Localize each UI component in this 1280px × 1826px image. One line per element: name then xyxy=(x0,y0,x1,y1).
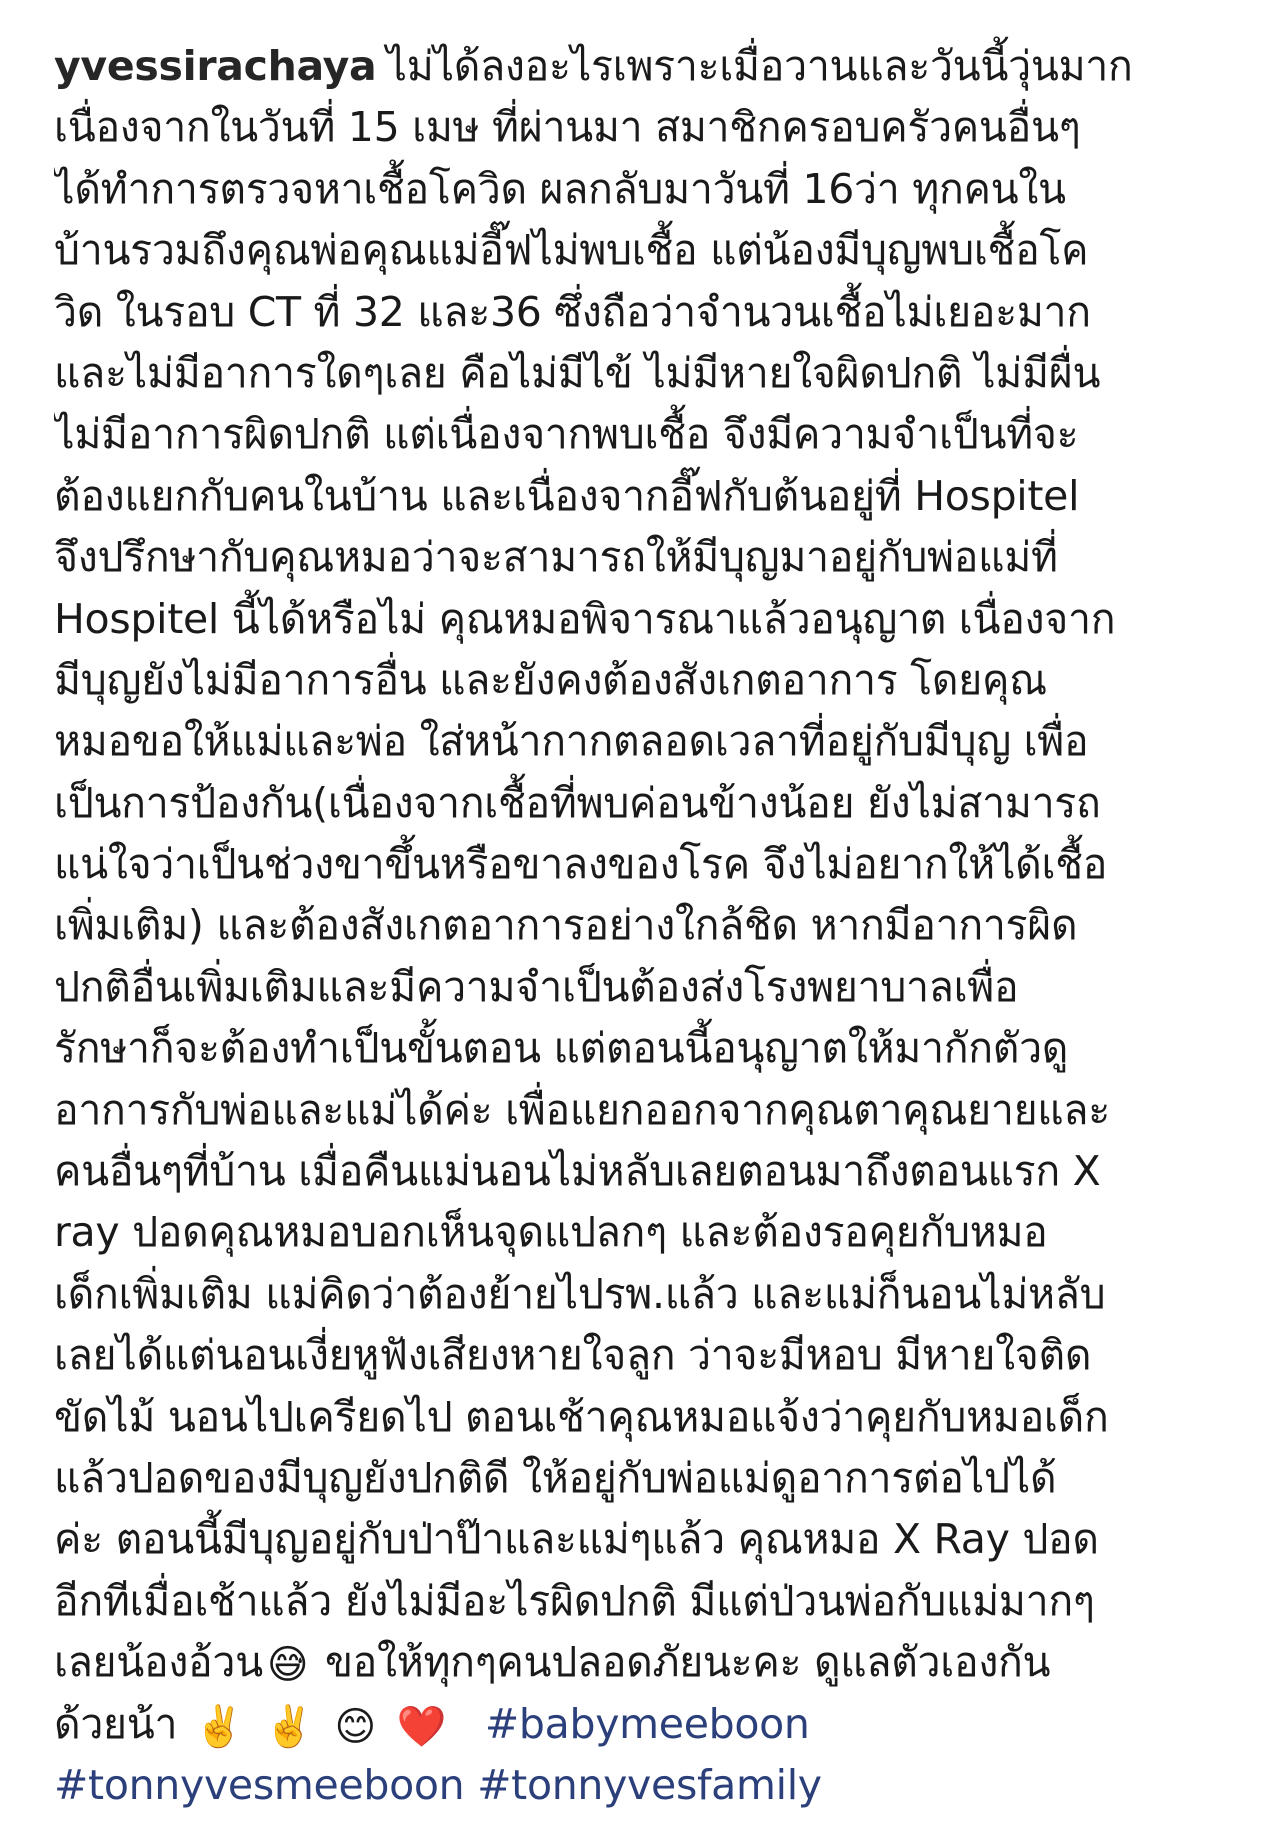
caption-text: ขอให้ทุกๆคนปลอดภัยนะคะ ดูแลตัวเองกัน xyxy=(312,1638,1051,1687)
red-heart-emoji-icon: ❤️ xyxy=(396,1703,447,1750)
caption-line-10: Hospitel นี้ได้หรือไม่ คุณหมอพิจารณาแล้วอนุญาต เนื่องจาก xyxy=(54,594,1116,643)
username-link[interactable]: yvessirachaya xyxy=(54,42,377,90)
caption-line-16: ปกติอื่นเพิ่มเติมและมีความจำเป็นต้องส่งโรงพยาบาลเพื่อ xyxy=(54,962,1019,1011)
caption-line-2: เนื่องจากในวันที่ 15 เมษ ที่ผ่านมา สมาชิกครอบครัวคนอื่นๆ xyxy=(54,103,1081,152)
caption-line-24: แล้วปอดของมีบุญยังปกติดี ให้อยู่กับพ่อแม่ดูอาการต่อไปได้ xyxy=(54,1453,1057,1502)
caption-line-14: แน่ใจว่าเป็นช่วงขาขึ้นหรือขาลงของโรค จึงไม่อยากให้ได้เชื้อ xyxy=(54,840,1108,889)
caption-line-23: ขัดไม้ นอนไปเครียดไป ตอนเช้าคุณหมอแจ้งว่าคุยกับหมอเด็ก xyxy=(54,1392,1109,1441)
smiling-face-emoji-icon: 😊 xyxy=(334,1703,376,1750)
caption-line-6: และไม่มีอาการใดๆเลย คือไม่มีไข้ ไม่มีหายใจผิดปกติ ไม่มีผื่น xyxy=(54,348,1101,397)
caption-line-21: เด็กเพิ่มเติม แม่คิดว่าต้องย้ายไปรพ.แล้ว และแม่ก็นอนไม่หลับ xyxy=(54,1269,1106,1318)
caption-line-28 xyxy=(54,1694,1240,1755)
caption-line-18: อาการกับพ่อและแม่ได้ค่ะ เพื่อแยกออกจากคุณตาคุณยายและ xyxy=(54,1085,1110,1134)
caption-line-4: บ้านรวมถึงคุณพ่อคุณแม่อี๊ฟไม่พบเชื้อ แต่น้องมีบุญพบเชื้อโค xyxy=(54,226,1089,275)
caption-line-15: เพิ่มเติม) และต้องสังเกตอาการอย่างใกล้ชิด หากมีอาการผิด xyxy=(54,901,1078,950)
caption-text: เลยน้องอ้วน xyxy=(54,1638,263,1687)
caption-line-19: คนอื่นๆที่บ้าน เมื่อคืนแม่นอนไม่หลับเลยตอนมาถึงตอนแรก X xyxy=(54,1147,1101,1196)
caption-line-29 xyxy=(54,1755,1240,1816)
caption-line-13: เป็นการป้องกัน(เนื่องจากเชื้อที่พบค่อนข้างน้อย ยังไม่สามารถ xyxy=(54,778,1101,827)
caption-line-12: หมอขอให้แม่และพ่อ ใส่หน้ากากตลอดเวลาที่อยู่กับมีบุญ เพื่อ xyxy=(54,717,1089,766)
caption-line-25: ค่ะ ตอนนี้มีบุญอยู่กับป่าป๊าและแม่ๆแล้ว คุณหมอ X Ray ปอด xyxy=(54,1515,1099,1564)
caption-text: ไม่ได้ลงอะไรเพราะเมื่อวานและวันนี้วุ่นมาก xyxy=(386,42,1133,90)
caption-line-20: ray ปอดคุณหมอบอกเห็นจุดแปลกๆ และต้องรอคุยกับหมอ xyxy=(54,1208,1048,1257)
hashtag-link[interactable]: #tonnyvesfamily xyxy=(477,1760,822,1809)
caption-line-11: มีบุญยังไม่มีอาการอื่น และยังคงต้องสังเกตอาการ โดยคุณ xyxy=(54,655,1047,704)
caption-line-7: ไม่มีอาการผิดปกติ แต่เนื่องจากพบเชื้อ จึงมีความจำเป็นที่จะ xyxy=(54,410,1079,459)
hashtag-link[interactable]: #babymeeboon xyxy=(484,1699,810,1748)
caption-line-22: เลยได้แต่นอนเงี่ยหูฟังเสียงหายใจลูก ว่าจะมีหอบ มีหายใจติด xyxy=(54,1331,1092,1380)
victory-hand-emoji-icon: ✌️ xyxy=(193,1703,244,1750)
caption-line-1 xyxy=(54,36,1240,97)
sweat-smile-emoji-icon: 😅 xyxy=(266,1642,309,1689)
caption-line-3: ได้ทำการตรวจหาเชื้อโควิด ผลกลับมาวันที่ 16ว่า ทุกคนใน xyxy=(54,164,1066,213)
caption-text: ด้วยน้า xyxy=(54,1699,178,1748)
caption-line-9: จึงปรึกษากับคุณหมอว่าจะสามารถให้มีบุญมาอยู่กับพ่อแม่ที่ xyxy=(54,533,1058,582)
caption-line-8: ต้องแยกกับคนในบ้าน และเนื่องจากอี๊ฟกับต้นอยู่ที่ Hospitel xyxy=(54,471,1080,520)
hashtag-link[interactable]: #tonnyvesmeeboon xyxy=(54,1760,465,1809)
caption-line-27 xyxy=(54,1632,1240,1693)
caption-line-26: อีกทีเมื่อเช้าแล้ว ยังไม่มีอะไรผิดปกติ มีแต่ป่วนพ่อกับแม่มากๆ xyxy=(54,1576,1095,1625)
caption-line-17: รักษาก็จะต้องทำเป็นขั้นตอน แต่ตอนนี้อนุญาตให้มากักตัวดู xyxy=(54,1024,1069,1073)
caption-line-5: วิด ในรอบ CT ที่ 32 และ36 ซึ่งถือว่าจำนวนเชื้อไม่เยอะมาก xyxy=(54,287,1091,336)
victory-hand-emoji-icon: ✌️ xyxy=(264,1703,314,1750)
